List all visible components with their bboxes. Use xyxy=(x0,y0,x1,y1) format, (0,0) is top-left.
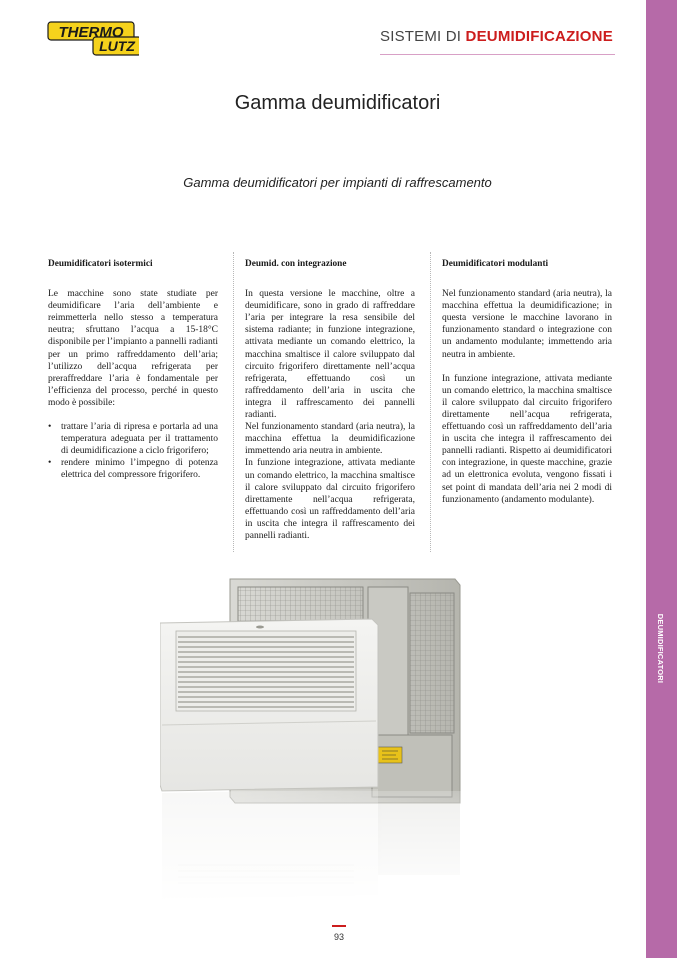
column-integrazione xyxy=(245,258,415,542)
unit-electrical-box xyxy=(372,735,452,797)
logo-text-bottom: LUTZ xyxy=(99,38,135,54)
bullet-dot: • xyxy=(48,422,52,433)
dehumidifier-product-image xyxy=(160,575,480,905)
column-divider xyxy=(430,252,432,552)
column-paragraph: Nel funzionamento standard (aria neutra), la macchina effettua la deumidificazione immettendo aria neutra in ambiente. xyxy=(245,422,415,457)
page-number: 93 xyxy=(333,932,344,942)
bullet-item xyxy=(48,457,218,481)
side-tab-label-wrap xyxy=(653,608,669,688)
header-divider xyxy=(380,54,615,55)
bullet-dot: • xyxy=(48,458,52,469)
column-paragraph: In funzione integrazione, attivata mediante un comando elettrico, la macchina smaltisce il calore sviluppato dal circuito frigorifero direttamente nell’acqua refrigerata, effettuando così un raffreddamento dell’aria in uscita che integra il raffrescamento dei pannelli radianti. Rispetto ai deumidificatori con integrazione, in queste macchine, grazie ad un elettronica evoluta, vengono fissati i set point di mandata dell’aria nei 2 modi di funzionamento (andamento modulante). xyxy=(442,373,612,505)
logo-text-top: THERMO xyxy=(58,24,124,41)
column-heading: Deumidificatori isotermici xyxy=(48,259,153,269)
column-divider xyxy=(233,252,235,552)
grille-louvres xyxy=(178,637,354,707)
section-title-light: SISTEMI DI xyxy=(380,28,466,45)
column-heading: Deumid. con integrazione xyxy=(245,259,347,269)
column-modulanti xyxy=(442,258,612,506)
column-isotermici xyxy=(48,258,218,482)
section-title xyxy=(380,28,613,45)
bullet-text: rendere minimo l’impegno di potenza elettrica del compressore frigorifero. xyxy=(61,458,218,481)
page-title: Gamma deumidificatori xyxy=(234,92,441,114)
column-paragraph: In questa versione le macchine, oltre a deumidificare, sono in grado di raffreddare l’aria per integrare la resa sensibile del sistema radiante; in funzione integrazione, attivata mediante un comando elettrico, la macchina smaltisce il calore sviluppato dal circuito frigorifero direttamente nell’acqua refrigerata, effettuando così un raffreddamento dell’aria in uscita che integra il raffrescamento dei pannelli radianti. xyxy=(245,289,415,421)
bullet-item xyxy=(48,421,218,457)
column-paragraph: Le macchine sono state studiate per deumidificare l’aria dell’ambiente e reimmetterla nello stesso a temperatura neutra; sfruttano l’acqua a 15-18°C disponibile per l’impianto a pannelli radianti per un primo raffreddamento dell’aria; l’utilizzo dell’acqua refrigerata per preraffreddare l’aria è fondamentale per l’efficienza del processo, perché in questo modo è possibile: xyxy=(48,289,218,408)
footer-accent-rule xyxy=(332,925,346,927)
column-heading: Deumidificatori modulanti xyxy=(442,259,549,269)
side-tab-label: DEUMIDIFICATORI xyxy=(656,613,666,683)
column-paragraph: In funzione integrazione, attivata mediante un comando elettrico, la macchina smaltisce il calore sviluppato dal circuito frigorifero direttamente nell’acqua refrigerata, effettuando così un raffreddamento dell’aria in uscita che integra il raffrescamento dei pannelli radianti. xyxy=(245,458,415,541)
page-subtitle: Gamma deumidificatori per impianti di raffrescamento xyxy=(183,175,492,190)
unit-side-mesh xyxy=(410,593,454,733)
front-grille xyxy=(176,631,356,711)
reflection-fade xyxy=(160,791,480,905)
logo-graphic xyxy=(47,17,139,57)
side-tab xyxy=(646,0,677,958)
section-title-strong: DEUMIDIFICAZIONE xyxy=(465,28,613,45)
column-paragraph: Nel funzionamento standard (aria neutra), la macchina effettua la deumidificazione; in questa versione le macchine lavorano in funzionamento standard o integrazione con un andamento modulante; immettendo aria neutra in ambiente. xyxy=(442,289,612,360)
bullet-text: trattare l’aria di ripresa e portarla ad una temperatura adeguata per il trattamento di deumidificazione a ciclo frigorifero; xyxy=(61,422,218,457)
panel-screw xyxy=(256,626,264,629)
thermolutz-logo xyxy=(47,17,139,57)
